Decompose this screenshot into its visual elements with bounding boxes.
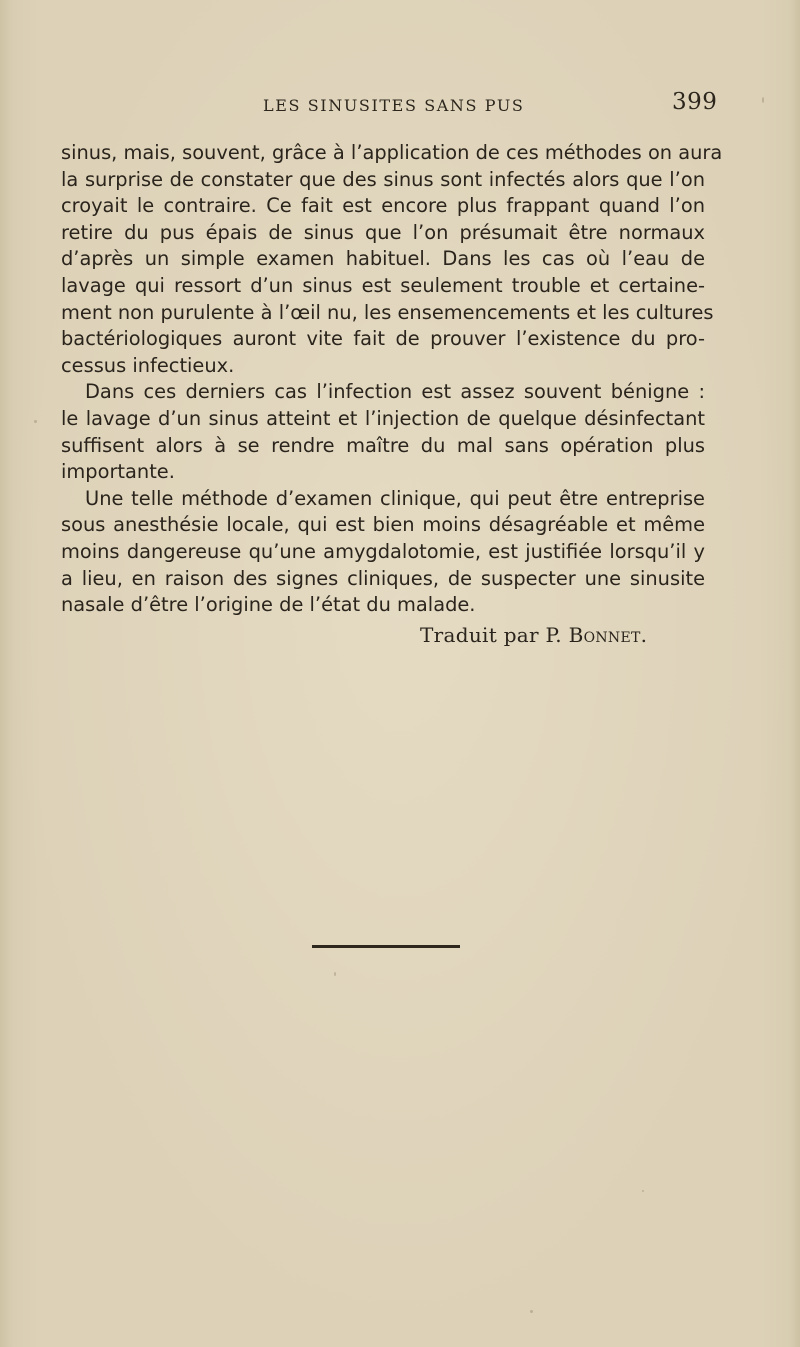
text-line: importante.	[61, 460, 175, 484]
text-line: d’après un simple examen habituel. Dans les cas où l’eau de	[61, 247, 705, 271]
paper-speck	[34, 420, 37, 423]
text-line: Une telle méthode d’examen clinique, qui peut être entreprise	[85, 486, 705, 510]
text-line: moins dangereuse qu’une amygdalotomie, est justifiée lorsqu’il y	[61, 539, 705, 563]
paper-speck	[334, 972, 336, 976]
text-line: suffisent alors à se rendre maître du mal sans opération plus	[61, 433, 705, 457]
paper-speck	[642, 1190, 644, 1192]
signature-name-initial: B	[568, 623, 584, 647]
text-line: bactériologiques auront vite fait de prouver l’existence du pro-	[61, 327, 705, 351]
text-line: Dans ces derniers cas l’infection est assez souvent bénigne :	[85, 380, 705, 404]
section-end-rule	[312, 945, 460, 948]
signature-prefix: Traduit par P.	[420, 623, 569, 647]
text-line: nasale d’être l’origine de l’état du malade.	[61, 593, 476, 617]
text-line: sinus, mais, souvent, grâce à l’application de ces méthodes on aura	[61, 141, 723, 164]
text-line: croyait le contraire. Ce fait est encore plus frappant quand l’on	[61, 194, 705, 218]
signature-name-rest: onnet.	[583, 623, 648, 647]
text-line: sous anesthésie locale, qui est bien moins désagréable et même	[61, 513, 705, 537]
text-line: ment non purulente à l’œil nu, les ensemencements et les cultures	[61, 300, 714, 324]
paper-speck	[762, 97, 764, 103]
paper-speck	[530, 1310, 533, 1313]
page-number: 399	[672, 89, 718, 115]
text-line: retire du pus épais de sinus que l’on présumait être normaux	[61, 220, 705, 244]
text-line: lavage qui ressort d’un sinus est seulement trouble et certaine-	[61, 273, 705, 297]
text-line: cessus infectieux.	[61, 353, 235, 377]
translator-signature	[420, 623, 647, 647]
running-title: LES SINUSITES SANS PUS	[263, 96, 525, 115]
body-text	[61, 140, 723, 619]
text-line: le lavage d’un sinus atteint et l’injection de quelque désinfectant	[61, 406, 705, 430]
text-line: la surprise de constater que des sinus sont infectés alors que l’on	[61, 167, 705, 191]
text-line: a lieu, en raison des signes cliniques, de suspecter une sinusite	[61, 566, 705, 590]
